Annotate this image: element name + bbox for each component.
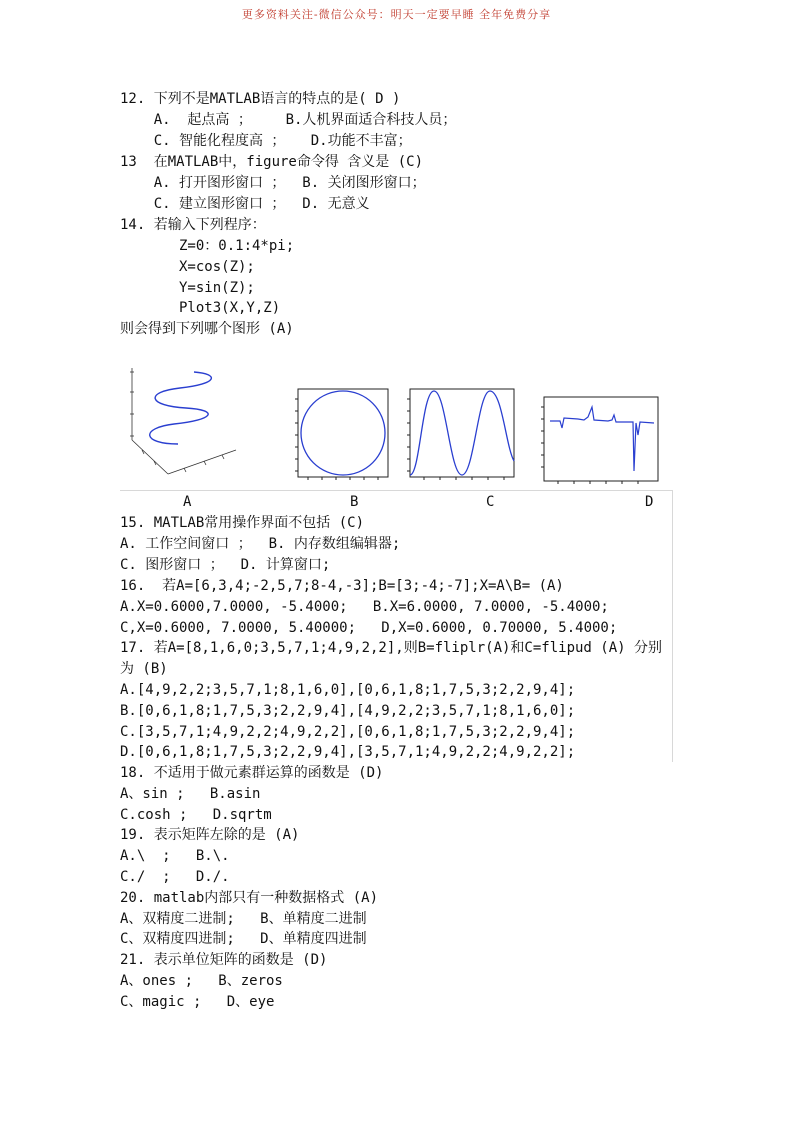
q13-options-ab: A. 打开图形窗口 ； B. 关闭图形窗口； xyxy=(120,175,426,191)
q17-stem-cont: 为 (B) xyxy=(120,661,168,677)
figure-label-a: A xyxy=(183,494,192,510)
q14-code-line-2: X=cos(Z); xyxy=(120,259,255,275)
q14-question: 则会得到下列哪个图形 (A) xyxy=(120,321,294,337)
q14-code-line-3: Y=sin(Z); xyxy=(120,280,255,296)
q19-options-ab: A.\ ; B.\. xyxy=(120,848,230,864)
q13-options-cd: C. 建立图形窗口 ； D. 无意义 xyxy=(120,196,370,212)
q16-options-ab: A.X=0.6000,7.0000, -5.4000; B.X=6.0000, 7.0000, -5.4000; xyxy=(120,599,609,615)
q17-option-b: B.[0,6,1,8;1,7,5,3;2,2,9,4],[4,9,2,2;3,5,7,1;8,1,6,0]; xyxy=(120,703,576,719)
q15-options-ab: A. 工作空间窗口 ； B. 内存数组编辑器; xyxy=(120,536,401,552)
q17-option-c: C.[3,5,7,1;4,9,2,2;4,9,2,2],[0,6,1,8;1,7,5,3;2,2,9,4]; xyxy=(120,724,576,740)
q12-stem: 12. 下列不是MATLAB语言的特点的是( D ) xyxy=(120,91,401,107)
q12-options-ab: A. 起点高 ； B.人机界面适合科技人员； xyxy=(120,112,457,128)
right-margin-line xyxy=(672,490,673,762)
figure-label-d: D xyxy=(645,494,654,510)
q18-stem: 18. 不适用于做元素群运算的函数是 (D) xyxy=(120,765,384,781)
q14-code-line-4: Plot3(X,Y,Z) xyxy=(120,300,281,316)
q18-options-ab: A、sin ; B.asin xyxy=(120,786,261,802)
figure-b-circle-plot xyxy=(292,387,392,483)
figure-label-b: B xyxy=(350,494,359,510)
q15-options-cd: C. 图形窗口 ； D. 计算窗口; xyxy=(120,557,331,573)
q21-stem: 21. 表示单位矩阵的函数是 (D) xyxy=(120,952,328,968)
q17-stem: 17. 若A=[8,1,6,0;3,5,7,1;4,9,2,2],则B=fliplr(A)和C=flipud (A) 分别 xyxy=(120,640,663,656)
q13-stem: 13 在MATLAB中，figure命令得 含义是 (C) xyxy=(120,154,424,170)
promo-banner: 更多资料关注-微信公众号：明天一定要早睡 全年免费分享 xyxy=(241,8,552,21)
q21-options-cd: C、magic ; D、eye xyxy=(120,994,275,1010)
q14-stem: 14. 若输入下列程序： xyxy=(120,217,266,233)
q12-options-cd: C. 智能化程度高 ； D.功能不丰富； xyxy=(120,133,412,149)
figure-c-sine-plot xyxy=(404,387,518,483)
q16-stem: 16. 若A=[6,3,4;-2,5,7;8-4,-3];B=[3;-4;-7];X=A\B= (A) xyxy=(120,578,564,594)
q20-options-ab: A、双精度二进制; B、单精度二进制 xyxy=(120,911,367,927)
q17-option-a: A.[4,9,2,2;3,5,7,1;8,1,6,0],[0,6,1,8;1,7,5,3;2,2,9,4]; xyxy=(120,682,576,698)
q19-stem: 19. 表示矩阵左除的是 (A) xyxy=(120,827,300,843)
q19-options-cd: C./ ; D./. xyxy=(120,869,230,885)
q17-option-d: D.[0,6,1,8;1,7,5,3;2,2,9,4],[3,5,7,1;4,9,2,2;4,9,2,2]; xyxy=(120,744,576,760)
figure-a-helix-3d xyxy=(122,362,240,484)
figure-divider-line xyxy=(120,490,673,491)
q18-options-cd: C.cosh ; D.sqrtm xyxy=(120,807,272,823)
q20-stem: 20. matlab内部只有一种数据格式 (A) xyxy=(120,890,379,906)
q21-options-ab: A、ones ; B、zeros xyxy=(120,973,283,989)
q15-stem: 15. MATLAB常用操作界面不包括 (C) xyxy=(120,515,365,531)
figure-d-spike-plot xyxy=(538,395,662,487)
q20-options-cd: C、双精度四进制; D、单精度四进制 xyxy=(120,931,367,947)
figure-label-c: C xyxy=(486,494,495,510)
q14-code-line-1: Z=0：0.1:4*pi; xyxy=(120,238,295,254)
q16-options-cd: C,X=0.6000, 7.0000, 5.40000; D,X=0.6000, 0.70000, 5.4000; xyxy=(120,620,618,636)
